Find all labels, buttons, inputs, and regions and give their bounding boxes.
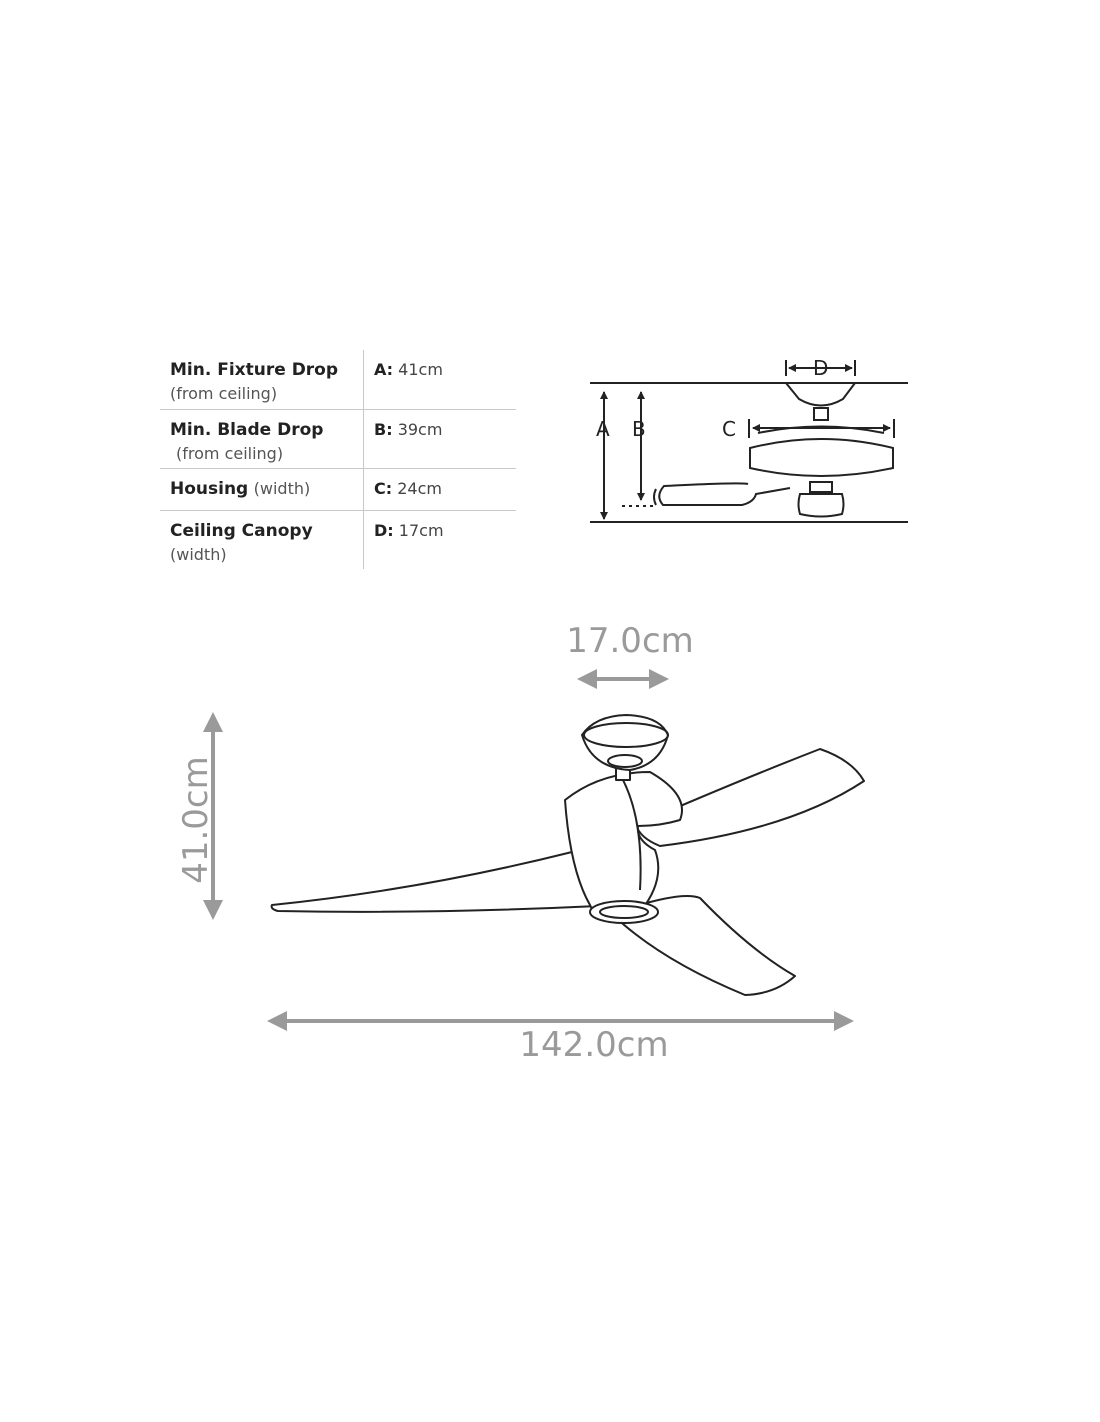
canopy-width-label: 17.0cm [566, 621, 694, 661]
side-view-diagram [580, 350, 920, 540]
spec-note: (from ceiling) [170, 384, 278, 403]
fan-blade-left [272, 852, 598, 912]
spec-row-housing [160, 469, 516, 511]
spec-key: A: [374, 360, 394, 379]
spec-value: 17cm [398, 521, 444, 540]
spec-label: Ceiling Canopy [170, 521, 313, 541]
height-label: 41.0cm [176, 756, 216, 884]
letter-c: C [722, 417, 736, 441]
spec-key: C: [374, 479, 393, 498]
letter-b: B [632, 417, 646, 441]
blade-shape [659, 483, 790, 505]
canopy-shape [786, 383, 855, 406]
spec-key: B: [374, 420, 393, 439]
spec-row-blade-drop [160, 410, 516, 469]
spec-label: Min. Fixture Drop [170, 360, 339, 380]
spec-value: 24cm [397, 479, 442, 498]
spec-note: (width) [170, 545, 227, 564]
spec-note: (width) [253, 479, 311, 498]
letter-d: D [813, 356, 829, 380]
letter-a: A [596, 417, 610, 441]
spec-label: Min. Blade Drop [170, 420, 324, 440]
spec-note: (from ceiling) [176, 444, 284, 463]
spec-row-fixture-drop [160, 350, 516, 410]
spec-key: D: [374, 521, 394, 540]
spec-label: Housing [170, 479, 249, 499]
spec-value: 39cm [397, 420, 443, 439]
span-label: 142.0cm [519, 1025, 669, 1065]
housing-shape [750, 439, 893, 476]
spec-row-canopy [160, 511, 516, 569]
fan-dimension-drawing [160, 610, 880, 1080]
spec-value: 41cm [398, 360, 443, 379]
spec-table [160, 350, 516, 569]
light-kit-shape [799, 494, 844, 517]
